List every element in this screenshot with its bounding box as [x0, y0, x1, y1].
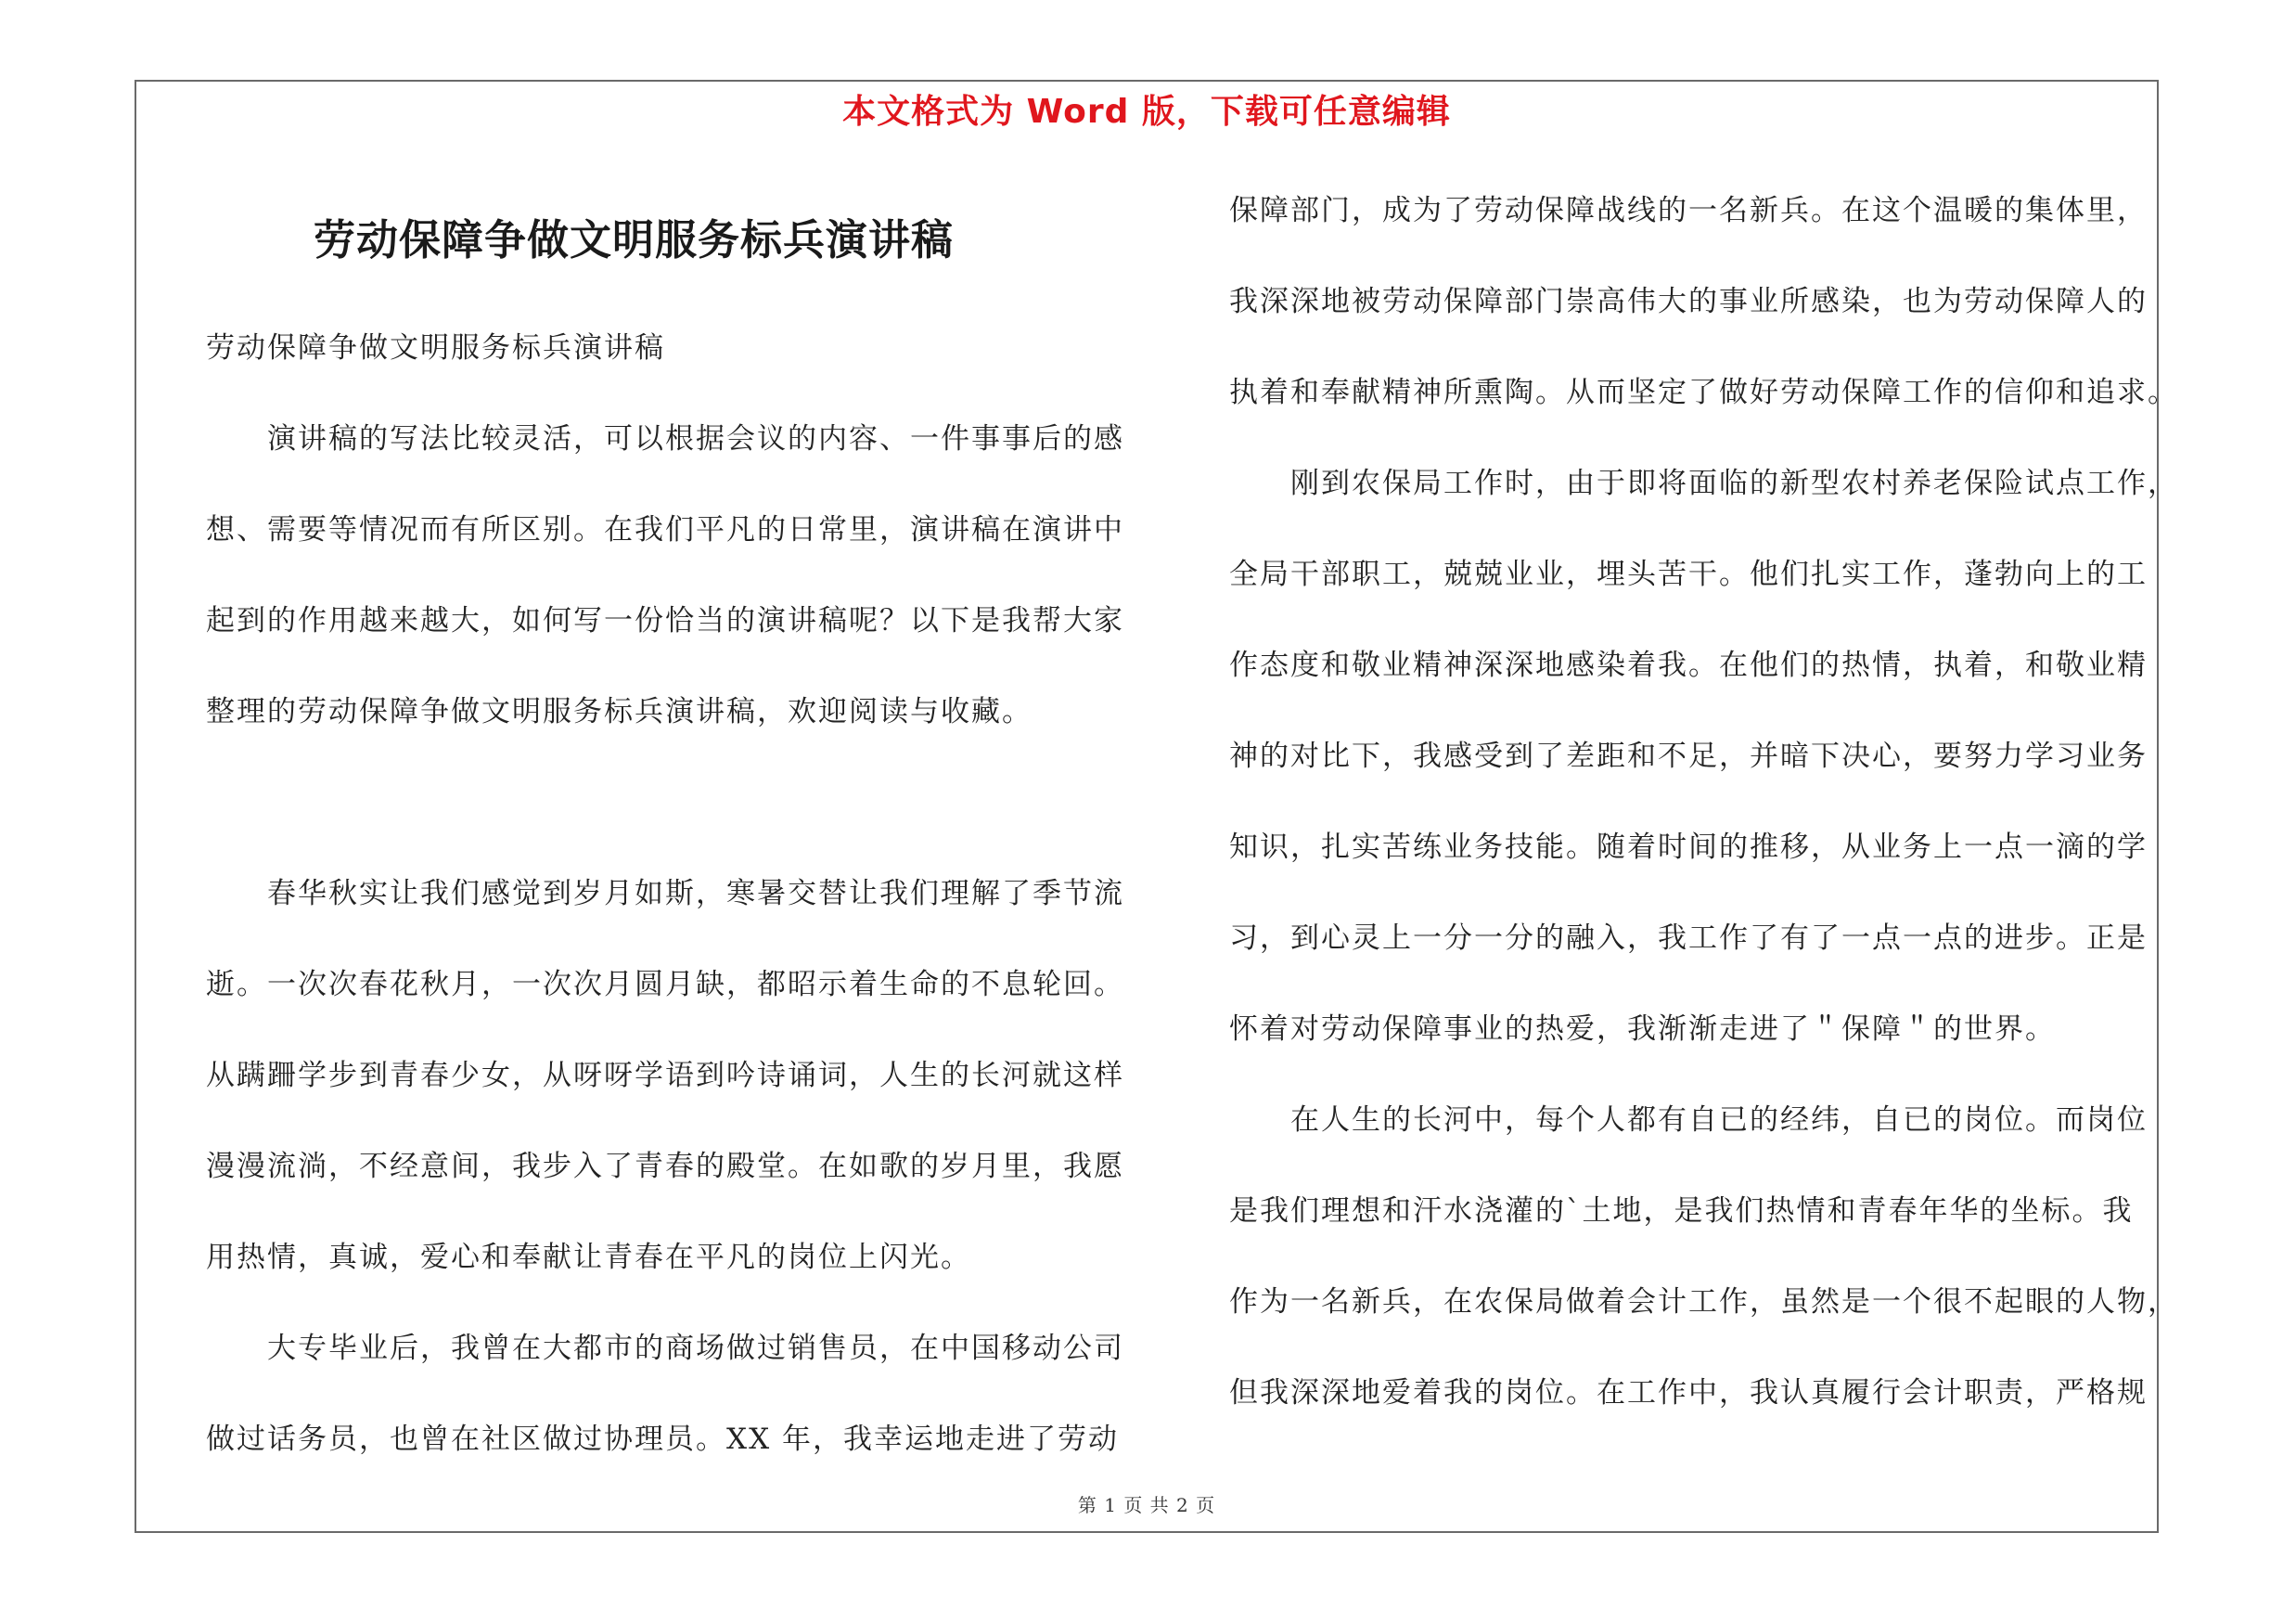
page-number-footer: 第 1 页 共 2 页 [1077, 1494, 1216, 1516]
paragraph-line: 我深深地被劳动保障部门崇高伟大的事业所感染，也为劳动保障人的 [1229, 285, 2148, 318]
blank-line [206, 757, 1124, 848]
paragraph-line: 全局干部职工，兢兢业业，埋头苦干。他们扎实工作，蓬勃向上的工 [1229, 558, 2148, 591]
paragraph-line: 春华秋实让我们感觉到岁月如斯，寒暑交替让我们理解了季节流 [206, 877, 1124, 910]
paragraph-line: 做过话务员，也曾在社区做过协理员。XX 年，我幸运地走进了劳动 [206, 1423, 1119, 1456]
paragraph-line: 知识，扎实苦练业务技能。随着时间的推移，从业务上一点一滴的学 [1229, 831, 2148, 864]
right-text-column [1229, 165, 2178, 1438]
paragraph-line: 想、需要等情况而有所区别。在我们平凡的日常里，演讲稿在演讲中 [206, 513, 1124, 547]
paragraph-line: 神的对比下，我感受到了差距和不足，并暗下决心，要努力学习业务 [1229, 740, 2148, 773]
paragraph-line: 劳动保障争做文明服务标兵演讲稿 [206, 331, 665, 365]
paragraph-line: 起到的作用越来越大，如何写一份恰当的演讲稿呢？以下是我帮大家 [206, 604, 1124, 638]
left-text-column [206, 303, 1124, 1485]
paragraph-line: 怀着对劳动保障事业的热爱，我渐渐走进了＂保障＂的世界。 [1229, 1012, 2056, 1046]
paragraph-line: 执着和奉献精神所熏陶。从而坚定了做好劳动保障工作的信仰和追求。 [1229, 376, 2178, 409]
paragraph-line: 作态度和敬业精神深深地感染着我。在他们的热情，执着，和敬业精 [1229, 649, 2148, 682]
format-notice-banner: 本文格式为 Word 版，下载可任意编辑 [842, 93, 1451, 131]
paragraph-line: 用热情，真诚，爱心和奉献让青春在平凡的岗位上闪光。 [206, 1241, 971, 1274]
paragraph-line: 是我们理想和汗水浇灌的`土地，是我们热情和青春年华的坐标。我 [1229, 1194, 2134, 1228]
paragraph-line: 大专毕业后，我曾在大都市的商场做过销售员，在中国移动公司 [206, 1332, 1124, 1365]
paragraph-line: 演讲稿的写法比较灵活，可以根据会议的内容、一件事事后的感 [206, 422, 1124, 456]
paragraph-line: 漫漫流淌，不经意间，我步入了青春的殿堂。在如歌的岁月里，我愿 [206, 1150, 1124, 1183]
paragraph-line: 作为一名新兵，在农保局做着会计工作，虽然是一个很不起眼的人物， [1229, 1285, 2178, 1319]
paragraph-line: 从蹒跚学步到青春少女，从呀呀学语到吟诗诵词，人生的长河就这样 [206, 1059, 1124, 1092]
paragraph-line: 整理的劳动保障争做文明服务标兵演讲稿，欢迎阅读与收藏。 [206, 695, 1033, 728]
paragraph-line: 保障部门，成为了劳动保障战线的一名新兵。在这个温暖的集体里， [1229, 194, 2148, 227]
paragraph-line: 但我深深地爱着我的岗位。在工作中，我认真履行会计职责，严格规 [1229, 1376, 2148, 1410]
paragraph-line: 习，到心灵上一分一分的融入，我工作了有了一点一点的进步。正是 [1229, 921, 2148, 955]
paragraph-line: 刚到农保局工作时，由于即将面临的新型农村养老保险试点工作， [1229, 467, 2178, 500]
paragraph-line: 在人生的长河中，每个人都有自已的经纬，自已的岗位。而岗位 [1229, 1103, 2148, 1137]
paragraph-line: 逝。一次次春花秋月，一次次月圆月缺，都昭示着生命的不息轮回。 [206, 968, 1124, 1001]
document-title: 劳动保障争做文明服务标兵演讲稿 [314, 215, 955, 264]
